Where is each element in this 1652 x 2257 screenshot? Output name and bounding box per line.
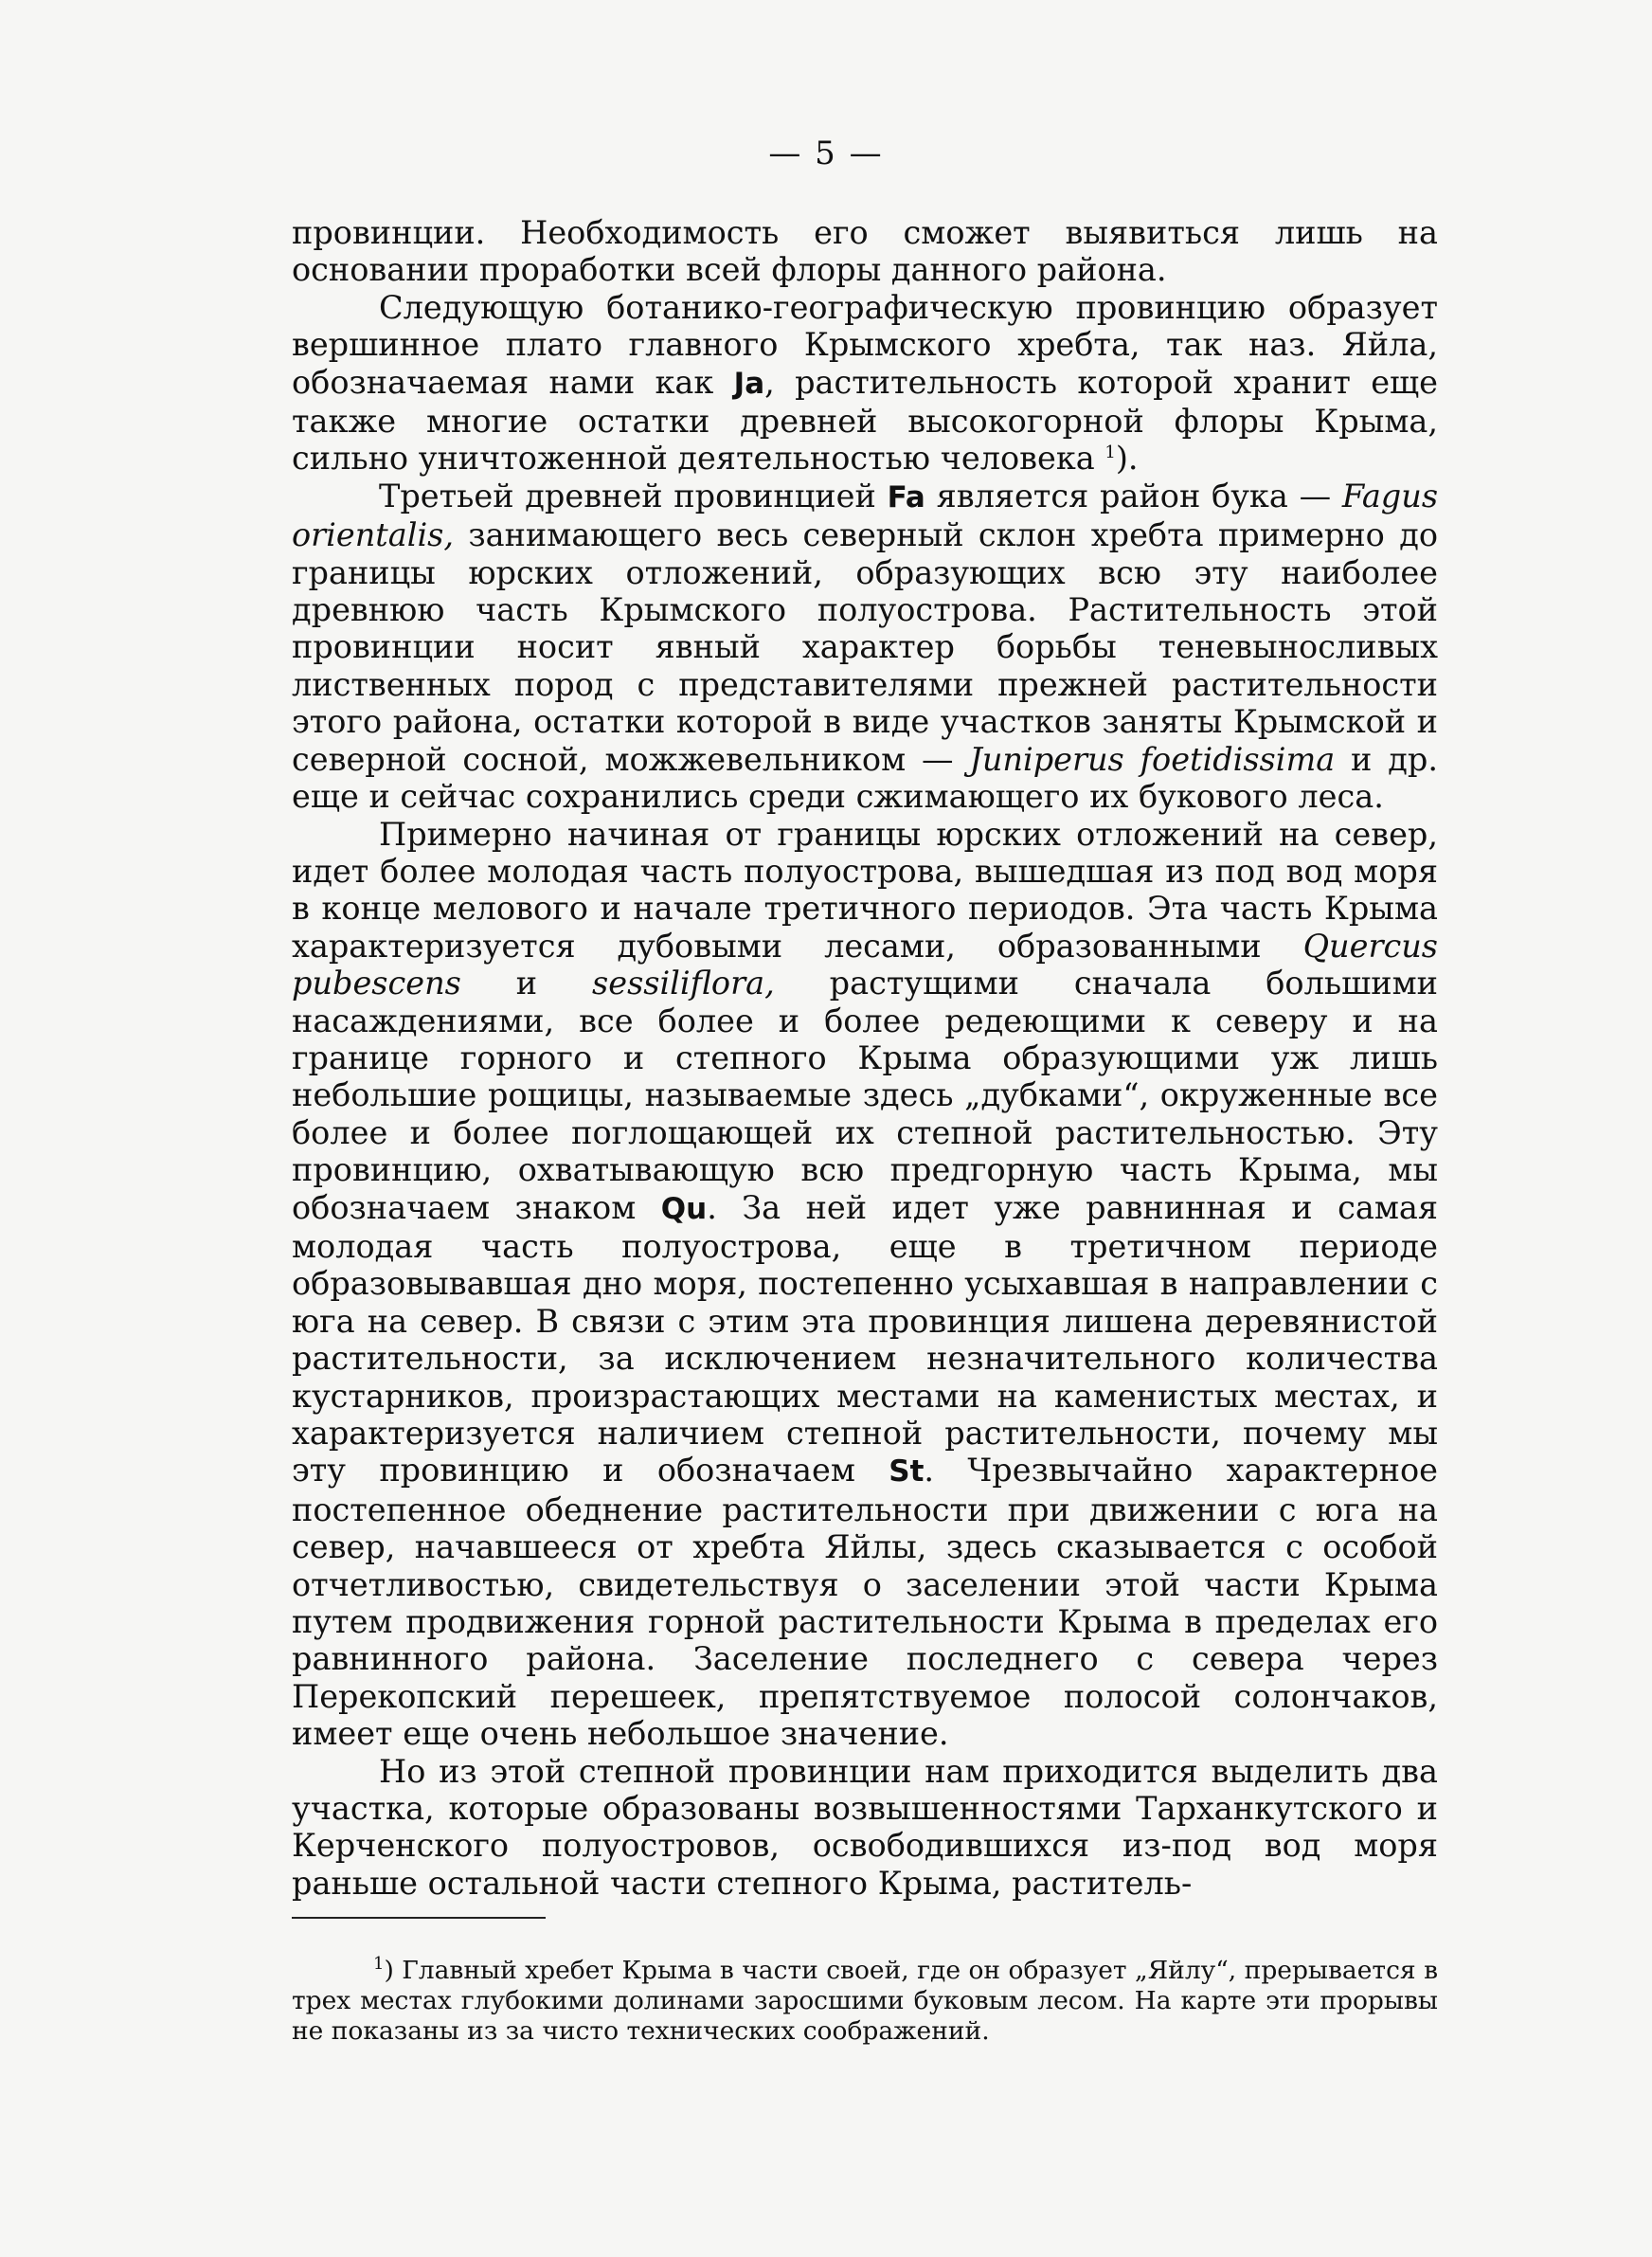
footnote-marker: 1 bbox=[373, 1954, 385, 1975]
page-number: — 5 — bbox=[768, 135, 884, 172]
text-run: занимающего весь северный склон хребта примерно до границы юрских отложений, образующих всю эту наиболее древнюю часть Крымского полуострова. Растительность этой провинции носит явный характер борьбы теневыносливых лиственных пород с представителями прежней растительности этого района, остатки которой в виде участков заняты Крымской и северной сосной, можжевельником — bbox=[292, 516, 1438, 778]
text-run: Но из этой степной провинции нам приходится выделить два участка, которые образованы возвышенностями Тарханкутского и Керченского полуостровов, освободившихся из-под вод моря раньше остальной части степного Крыма, раститель- bbox=[292, 1752, 1438, 1902]
text-run: и bbox=[460, 965, 593, 1002]
paragraph bbox=[292, 214, 1438, 289]
text-run: . Чрезвычайно характерное постепенное обеднение растительности при движении с юга на север, начавшееся от хребта Яйлы, здесь сказывается с особой отчетливостью, свидетельствуя о заселении этой части Крыма путем продвижения горной растительности Крыма в пределах его равнинного района. Заселение последнего с севера через Перекопский перешеек, препятствуемое полосой солончаков, имеет еще очень небольшое значение. bbox=[292, 1452, 1438, 1753]
text-run: Следующую ботанико-географическую провинцию образует вершинное плато главного Крымского хребта, так наз. Яйла, обозначаемая нами как bbox=[292, 288, 1438, 401]
body-text bbox=[292, 214, 1438, 1902]
text-run: растущими сначала большими насаждениями, все более и более редеющими к северу и на границе горного и степного Крыма образующими уж лишь небольшие рощицы, называемые здесь „дубками“, окруженные все более и более поглощающей их степной растительностью. Эту провинцию, охватывающую всю предгорную часть Крыма, мы обозначаем знаком bbox=[292, 965, 1438, 1226]
footnote bbox=[292, 1956, 1438, 2047]
text-run: . За ней идет уже равнинная и самая молодая часть полуострова, еще в третичном периоде образовывавшая дно моря, постепенно усыхавшая в направлении с юга на север. В связи с этим эта провинция лишена деревянистой растительности, за исключением незначительного количества кустарников, произрастающих местами на каменистых местах, и характеризуется наличием степной растительности, почему мы эту провинцию и обозначаем bbox=[292, 1188, 1438, 1490]
paragraph bbox=[292, 289, 1438, 478]
text-run: является район бука — bbox=[925, 477, 1342, 515]
latin-name: sessiliflora, bbox=[592, 965, 775, 1002]
footnote-body: ) Главный хребет Крыма в части своей, где он образует „Яйлу“, прерывается в трех местах глубокими долинами заросшими буковым лесом. На карте эти прорывы не показаны из за чисто технических соображений. bbox=[292, 1956, 1438, 2046]
province-code: St bbox=[889, 1454, 925, 1490]
latin-name: Juniperus foetidissima bbox=[969, 740, 1336, 778]
footnote-divider bbox=[292, 1917, 546, 1919]
text-run: провинции. Необходимость его сможет выявиться лишь на основании проработки всей флоры данного района. bbox=[292, 214, 1438, 289]
text-run: и др. еще и сейчас сохранились среди сжимающего их букового леса. bbox=[292, 740, 1438, 816]
province-code: Ja bbox=[733, 366, 765, 401]
text-run: Примерно начиная от границы юрских отложений на север, идет более молодая часть полуострова, вышедшая из под вод моря в конце мелового и начале третичного периодов. Эта часть Крыма характеризуется дубовыми лесами, образованными bbox=[292, 815, 1438, 965]
latin-name: Fagus orientalis, bbox=[292, 477, 1439, 554]
text-run: Третьей древней провинцией bbox=[379, 477, 888, 515]
footnote-text bbox=[292, 1956, 1438, 2047]
text-run: , растительность которой хранит еще также многие остатки древней высокогорной флоры Крыма, сильно уничтоженной деятельностью человека bbox=[292, 363, 1438, 478]
province-code: Fa bbox=[887, 479, 925, 515]
latin-name: Quercus pubescens bbox=[292, 927, 1438, 1002]
paragraph bbox=[292, 816, 1438, 1753]
province-code: Qu bbox=[660, 1191, 708, 1226]
text-run: ). bbox=[1115, 440, 1139, 478]
footnote-reference: 1 bbox=[1104, 442, 1116, 463]
paragraph bbox=[292, 1753, 1438, 1903]
paragraph bbox=[292, 478, 1438, 816]
